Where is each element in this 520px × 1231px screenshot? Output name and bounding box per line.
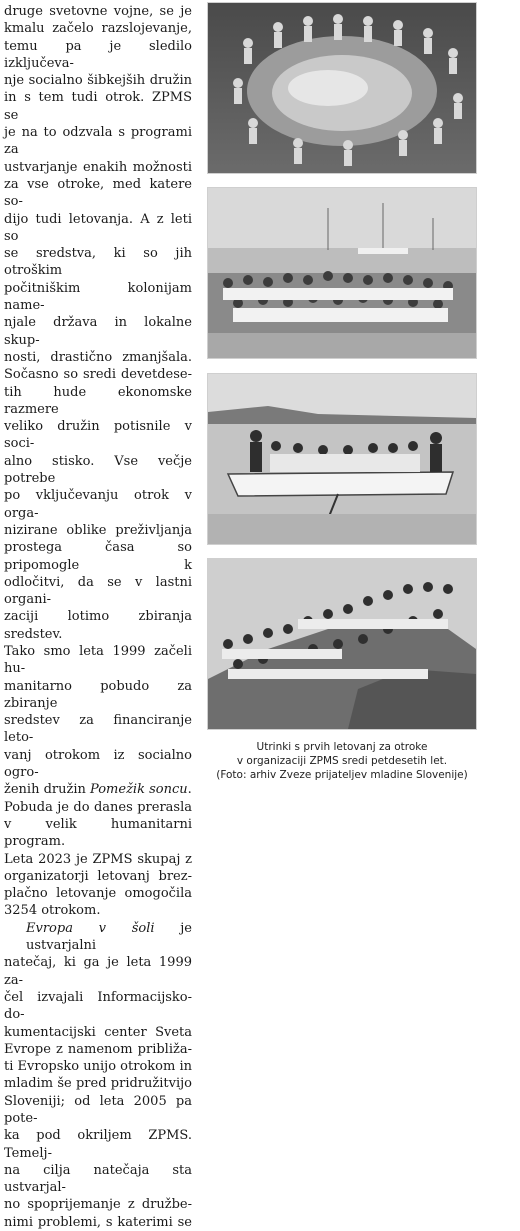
children-circle-water-photo — [208, 3, 476, 173]
article-line: natečaj, ki ga je leta 1999 za- — [4, 955, 192, 988]
caption-line-1: Utrinki s prvih letovanj za otroke — [256, 741, 428, 753]
article-line: je na to odzvala s programi za — [4, 125, 192, 158]
article-line: 3254 otrokom. — [4, 903, 101, 919]
caption-line-3: (Foto: arhiv Zveze prijateljev mladine Slovenije) — [216, 769, 468, 781]
article-line: Sočasno so sredi devetdese- — [4, 367, 192, 383]
article-line — [4, 920, 192, 955]
article-line: druge svetovne vojne, se je — [4, 4, 192, 19]
article-line: odločitvi, da se v lastni organi- — [4, 574, 192, 608]
article-line: Leta 2023 je ZPMS skupaj z — [4, 851, 192, 867]
article-line: tih hude ekonomske razmere — [4, 384, 192, 417]
program-name: Pomežik soncu — [90, 782, 188, 798]
article-line: organizatorji letovanj brez- — [4, 868, 192, 884]
article-line: na cilja natečaja sta ustvarjal- — [4, 1162, 192, 1196]
article-line: Tako smo leta 1999 začeli hu- — [4, 643, 192, 677]
article-line: Pobuda je do danes prerasla — [4, 799, 192, 815]
article-line: prostega časa so pripomogle k — [4, 540, 192, 573]
article-line: Evrope z namenom približa- — [4, 1041, 192, 1057]
article-line: dijo tudi letovanja. A z leti so — [4, 211, 192, 244]
group-on-rocks-photo — [208, 559, 476, 729]
article-line: sredstev za financiranje leto- — [4, 713, 192, 746]
article-line: počitniškim kolonijam name- — [4, 280, 192, 314]
article-line: nimi problemi, s katerimi se — [4, 1214, 192, 1230]
article-line: zaciji lotimo zbiranja sredstev. — [4, 609, 192, 642]
article-line: temu pa je sledilo izključeva- — [4, 38, 192, 71]
article-line: kumentacijski center Sveta — [4, 1024, 192, 1040]
article-line: vanj otrokom iz socialno ogro- — [4, 747, 192, 781]
article-line: plačno letovanje omogočila — [4, 886, 192, 902]
article-line: se sredstva, ki so jih otroškim — [4, 246, 192, 279]
caption-line-2: v organizaciji ZPMS sredi petdesetih let. — [236, 755, 448, 767]
article-line: veliko družin potisnile v soci- — [4, 419, 192, 452]
article-line: mladim še pred pridružitvijo — [4, 1076, 192, 1092]
article-line: in s tem tudi otrok. ZPMS se — [4, 90, 192, 123]
program-name-suffix: . — [187, 782, 192, 798]
article-line: čel izvajali Informacijsko-do- — [4, 989, 192, 1023]
article-line: nosti, drastično zmanjšala. — [4, 349, 192, 365]
article-paragraph-1 — [4, 3, 192, 920]
article-line: njale država in lokalne skup- — [4, 315, 192, 348]
children-in-boat-photo — [208, 374, 476, 544]
article-line: v velik humanitarni program. — [4, 816, 192, 850]
article-line: ženih družin Pomežik soncu. — [4, 782, 192, 798]
article-line: alno stisko. Vse večje potrebe — [4, 453, 192, 487]
group-on-beach-photo — [208, 188, 476, 358]
article-line: ti Evropsko unijo otrokom in — [4, 1059, 192, 1075]
article-line: po vključevanju otrok v orga- — [4, 488, 192, 521]
article-line: nje socialno šibkejših družin — [4, 73, 192, 89]
article-line: ustvarjanje enakih možnosti — [4, 159, 192, 175]
photo-caption — [208, 740, 476, 782]
article-line: ka pod okriljem ZPMS. Temelj- — [4, 1128, 192, 1161]
article-line: nizirane oblike preživljanja — [4, 522, 192, 538]
article-text-column — [4, 3, 192, 1231]
article-line-rest: je ustvarjalni — [26, 920, 192, 954]
article-line: kmalu začelo razslojevanje, — [4, 21, 192, 37]
competition-name: Evropa v šoli — [26, 920, 155, 936]
article-line: manitarno pobudo za zbiranje — [4, 678, 192, 711]
article-line: za vse otroke, med katere so- — [4, 176, 192, 210]
article-line: no spoprijemanje z družbe- — [4, 1197, 192, 1213]
article-paragraph-2 — [4, 920, 192, 1231]
article-line: Sloveniji; od leta 2005 pa pote- — [4, 1093, 192, 1126]
